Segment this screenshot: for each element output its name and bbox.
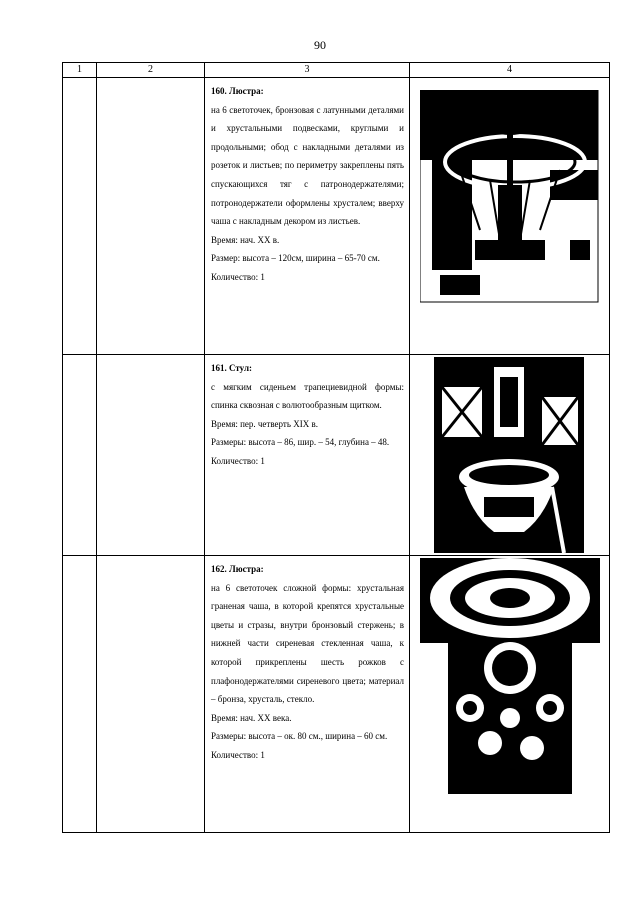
- column-header: 2: [97, 63, 205, 78]
- item-time: Время: нач. XX века.: [211, 712, 292, 723]
- page-number: 90: [314, 38, 326, 52]
- table-row: [63, 78, 610, 355]
- item-size: Размеры: высота – ок. 80 см., ширина – 60 см.: [211, 731, 388, 742]
- empty-cell: [97, 78, 205, 355]
- description-cell: [205, 78, 410, 355]
- item-time: Время: нач. XX в.: [211, 234, 280, 245]
- item-title: 162. Люстра:: [211, 564, 264, 574]
- table-row: [63, 556, 610, 833]
- item-title: 160. Люстра:: [211, 86, 264, 96]
- chair-photo: [434, 357, 584, 553]
- empty-cell: [63, 556, 97, 833]
- chandelier-photo: [420, 90, 600, 310]
- description-cell: [205, 355, 410, 556]
- item-size: Размер: высота – 120см, ширина – 65-70 см.: [211, 253, 380, 264]
- item-description: с мягким сиденьем трапециевидной формы: спинка сквозная с волютообразным щитком.: [211, 381, 404, 411]
- empty-cell: [63, 355, 97, 556]
- column-header: 3: [205, 63, 410, 78]
- item-description: на 6 светоточек, бронзовая с латунными деталями и хрустальными подвесками, круглыми и продольными; обод с накладными деталями из розеток и листьев; по периметру закреплены пять спускающихся тяг с патронодержателями; потронодержатели оформлены хрусталем; вверху чаша с накладным декором из листьев.: [211, 104, 404, 227]
- photo-cell: [410, 78, 610, 355]
- description-cell: [205, 556, 410, 833]
- item-quantity: Количество: 1: [211, 271, 265, 282]
- item-time: Время: пер. четверть XIX в.: [211, 418, 318, 429]
- inventory-table: [62, 62, 610, 833]
- photo-cell: [410, 556, 610, 833]
- column-header: 4: [410, 63, 610, 78]
- empty-cell: [63, 78, 97, 355]
- item-size: Размеры: высота – 86, шир. – 54, глубина – 48.: [211, 437, 390, 448]
- header-row: [63, 63, 610, 78]
- item-title: 161. Стул:: [211, 363, 253, 373]
- chandelier-photo: [420, 558, 600, 794]
- column-header: 1: [63, 63, 97, 78]
- empty-cell: [97, 355, 205, 556]
- item-description: на 6 светоточек сложной формы: хрустальная граненая чаша, в которой крепятся хрустальные цветы и стразы, внутри бронзовый стержень; в нижней части сиреневая стекленная чаша, к которой прикреплены шесть рожков с плафонодержателями сиреневого цвета; материал – бронза, хрусталь, стекло.: [211, 582, 404, 705]
- item-quantity: Количество: 1: [211, 455, 265, 466]
- table-row: [63, 355, 610, 556]
- item-quantity: Количество: 1: [211, 749, 265, 760]
- empty-cell: [97, 556, 205, 833]
- photo-cell: [410, 355, 610, 556]
